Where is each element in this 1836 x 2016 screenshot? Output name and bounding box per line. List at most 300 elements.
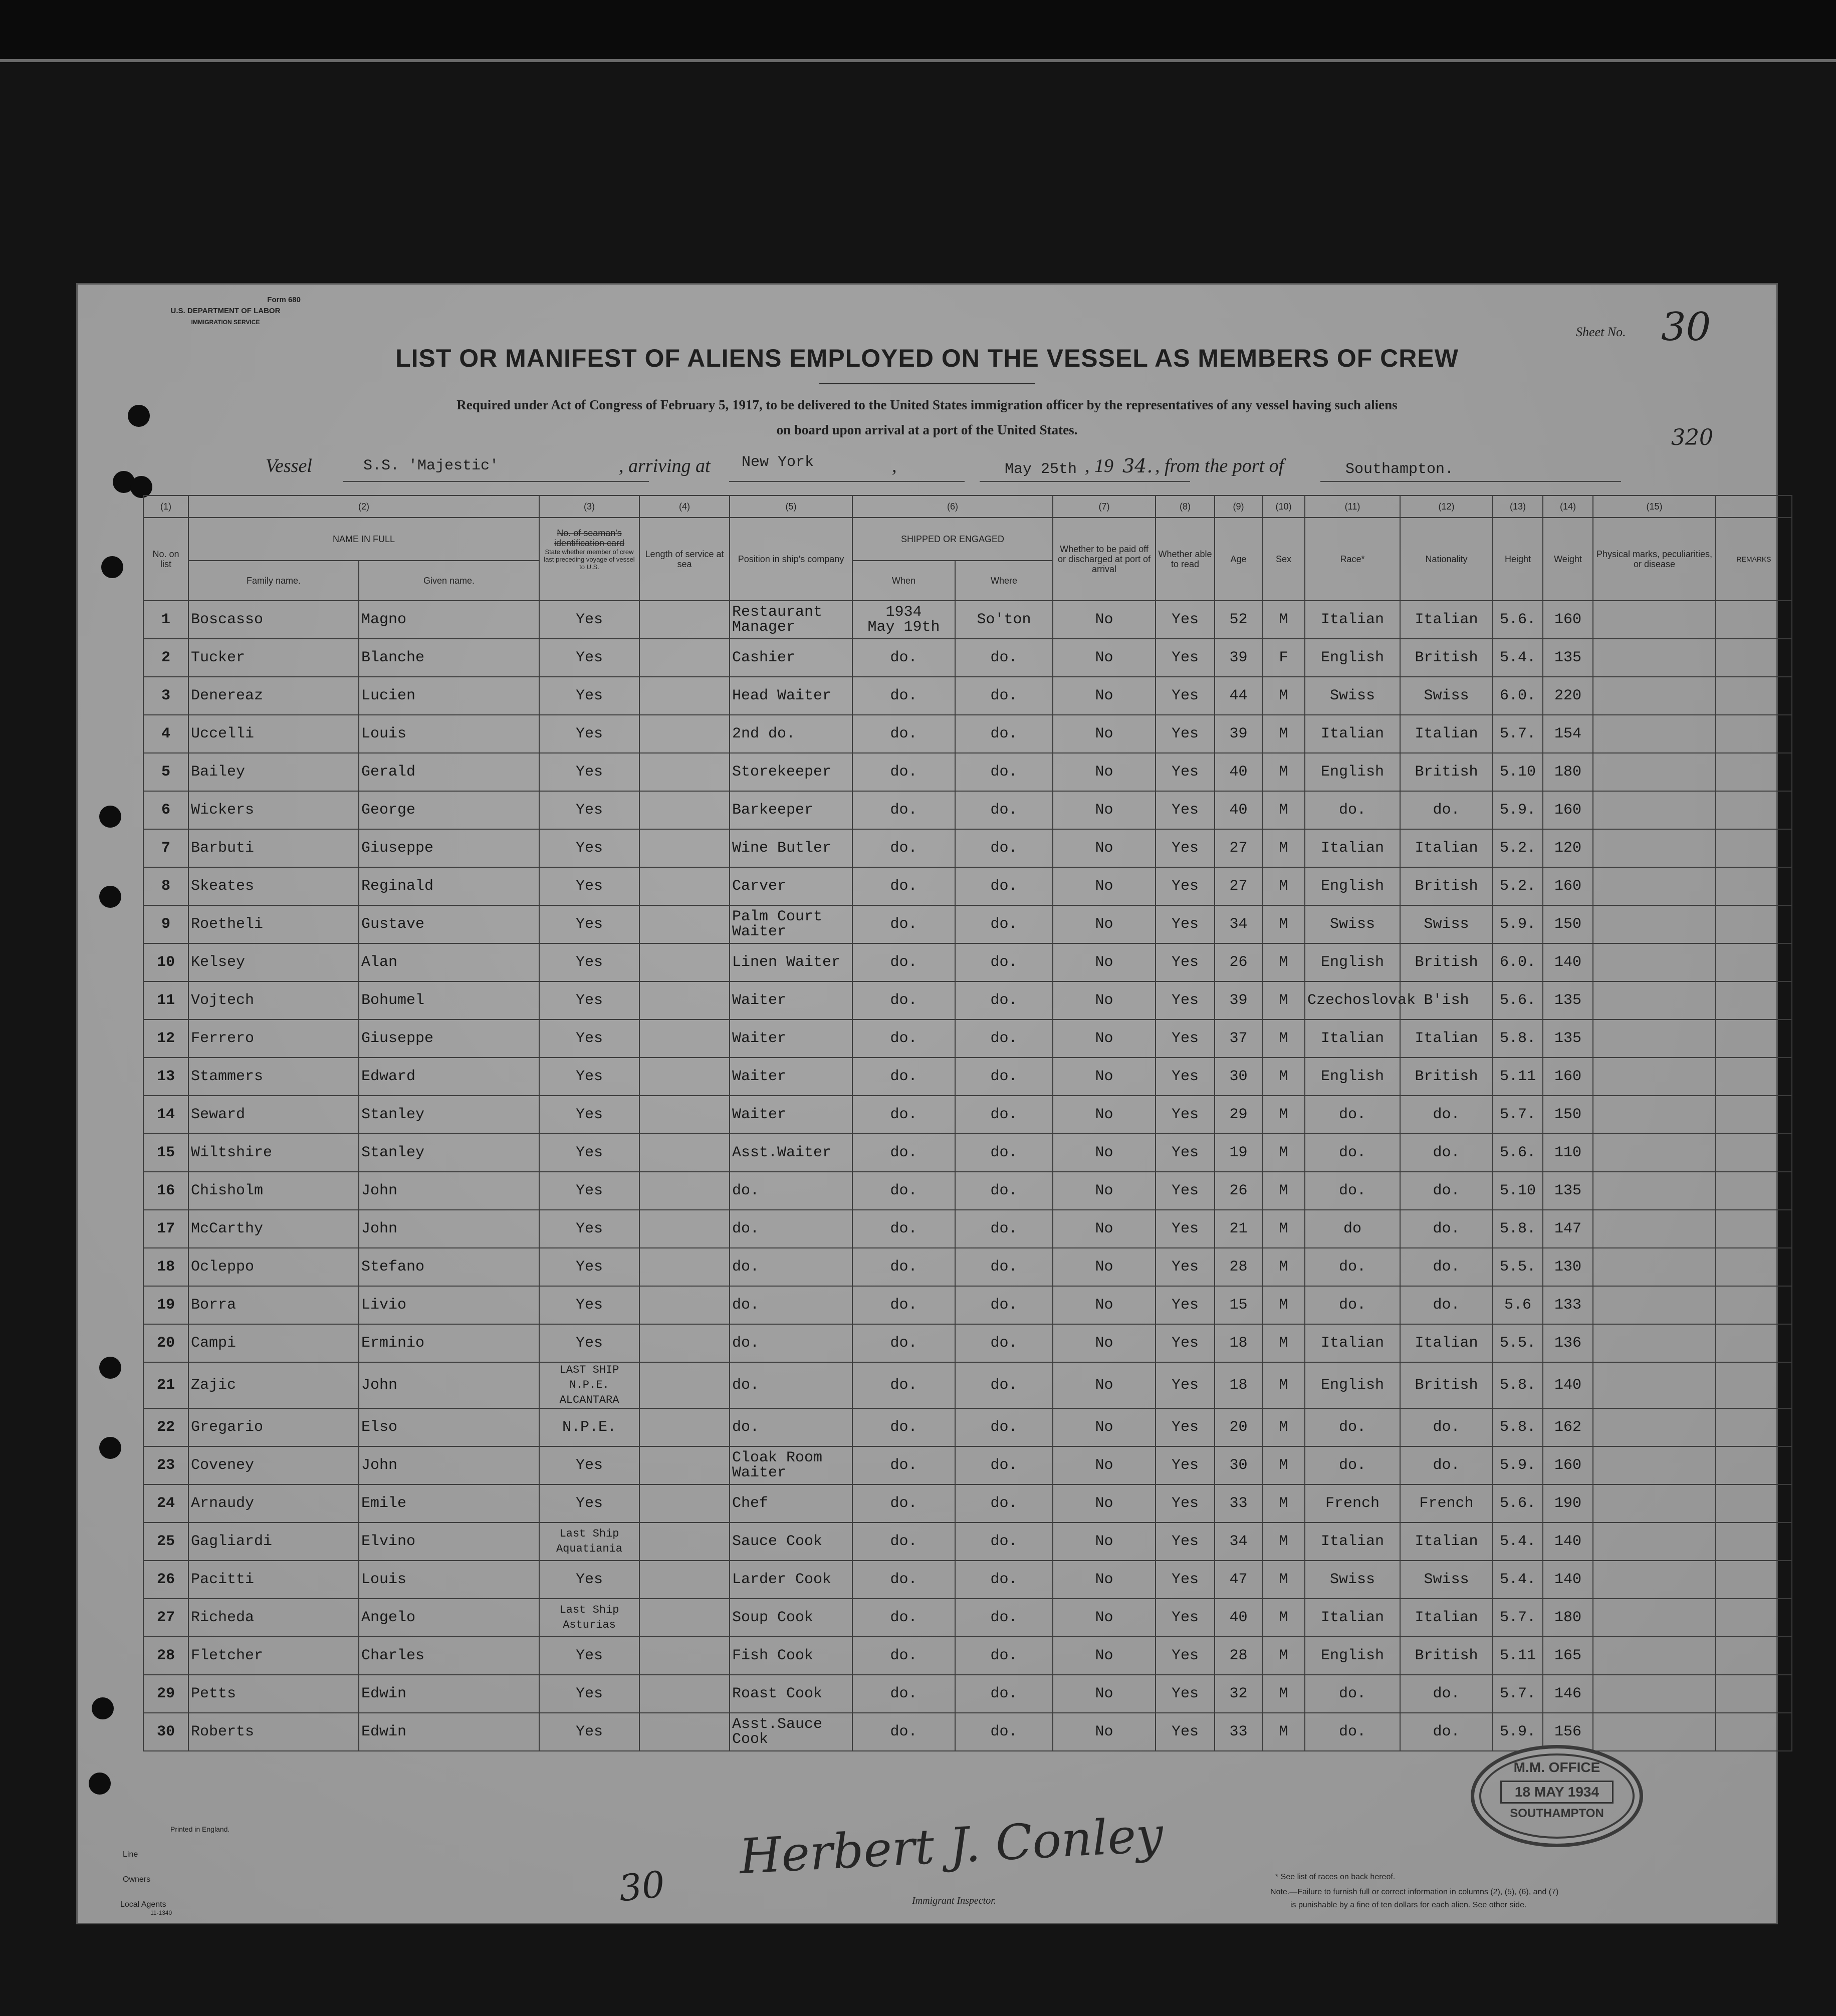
physical-marks	[1593, 867, 1716, 905]
nationality: Swiss	[1400, 677, 1493, 715]
shipped-when	[852, 1248, 955, 1286]
shipped-when	[852, 753, 955, 791]
length-of-service	[639, 1058, 730, 1096]
sex: M	[1262, 1484, 1305, 1523]
sex: M	[1262, 1561, 1305, 1599]
remarks	[1716, 1020, 1792, 1058]
sex: M	[1262, 1713, 1305, 1751]
sex: F	[1262, 639, 1305, 677]
header-family-name: Family name.	[188, 561, 359, 601]
weight: 135	[1543, 639, 1593, 677]
inspector-label: Immigrant Inspector.	[912, 1895, 996, 1906]
remarks	[1716, 1637, 1792, 1675]
shipped-when-line-1: do.	[890, 1647, 917, 1664]
punch-hole	[99, 1357, 121, 1379]
shipped-where: So'ton	[955, 601, 1053, 639]
race: English	[1305, 639, 1400, 677]
nationality: British	[1400, 1637, 1493, 1675]
age: 15	[1215, 1286, 1262, 1324]
sex: M	[1262, 1020, 1305, 1058]
shipped-when	[852, 1561, 955, 1599]
shipped-when-line-1: do.	[890, 764, 917, 781]
length-of-service	[639, 1362, 730, 1408]
shipped-when	[852, 1324, 955, 1362]
age: 26	[1215, 1172, 1262, 1210]
position-line-1: Barkeeper	[732, 802, 814, 819]
card-status: Yes	[539, 791, 639, 829]
shipped-when	[852, 601, 955, 639]
family-name: Bailey	[188, 753, 359, 791]
position-line-1: Fish Cook	[732, 1647, 814, 1664]
weight: 156	[1543, 1713, 1593, 1751]
position	[730, 1408, 852, 1446]
header-no-on-list: No. on list	[143, 518, 188, 601]
family-name: Wiltshire	[188, 1134, 359, 1172]
position-line-1: Soup Cook	[732, 1609, 814, 1626]
header-nationality: Nationality	[1400, 518, 1493, 601]
height: 5.9.	[1493, 1713, 1543, 1751]
physical-marks	[1593, 791, 1716, 829]
paid-off: No	[1053, 753, 1156, 791]
weight: 180	[1543, 1599, 1593, 1637]
physical-marks	[1593, 981, 1716, 1020]
sex: M	[1262, 1172, 1305, 1210]
race: Italian	[1305, 1599, 1400, 1637]
weight: 150	[1543, 905, 1593, 943]
header-race: Race*	[1305, 518, 1400, 601]
able-to-read: Yes	[1156, 1675, 1215, 1713]
card-status: Yes	[539, 677, 639, 715]
length-of-service	[639, 905, 730, 943]
row-number: 12	[143, 1020, 188, 1058]
crew-manifest-table	[143, 495, 1792, 1751]
position	[730, 1020, 852, 1058]
position-line-1: Restaurant	[732, 604, 823, 621]
col-num: (2)	[188, 495, 539, 518]
given-name: Stanley	[359, 1096, 539, 1134]
length-of-service	[639, 677, 730, 715]
sheet-number: 30	[1661, 305, 1711, 350]
age: 40	[1215, 753, 1262, 791]
position	[730, 1446, 852, 1484]
departure-port: Southampton.	[1345, 461, 1454, 478]
family-name: McCarthy	[188, 1210, 359, 1248]
position-line-1: Carver	[732, 878, 787, 895]
able-to-read: Yes	[1156, 1248, 1215, 1286]
position-line-1: do.	[732, 1419, 760, 1436]
position	[730, 1248, 852, 1286]
shipped-when	[852, 1523, 955, 1561]
shipped-when-line-1: do.	[890, 1144, 917, 1161]
card-status: Yes	[539, 1020, 639, 1058]
shipped-where: do.	[955, 1523, 1053, 1561]
able-to-read: Yes	[1156, 1324, 1215, 1362]
length-of-service	[639, 1172, 730, 1210]
able-to-read: Yes	[1156, 943, 1215, 981]
paid-off: No	[1053, 829, 1156, 867]
paid-off: No	[1053, 981, 1156, 1020]
weight: 140	[1543, 1523, 1593, 1561]
punch-hole	[99, 886, 121, 908]
able-to-read: Yes	[1156, 639, 1215, 677]
nationality: British	[1400, 753, 1493, 791]
weight: 136	[1543, 1324, 1593, 1362]
card-status: Last Ship Asturias	[539, 1599, 639, 1637]
shipped-when	[852, 1362, 955, 1408]
able-to-read: Yes	[1156, 791, 1215, 829]
length-of-service	[639, 791, 730, 829]
crew-row	[143, 1675, 1792, 1713]
mm-office-stamp	[1471, 1745, 1643, 1847]
sex: M	[1262, 1362, 1305, 1408]
card-status: Yes	[539, 1172, 639, 1210]
given-name: Lucien	[359, 677, 539, 715]
age: 26	[1215, 943, 1262, 981]
race: English	[1305, 753, 1400, 791]
card-status: Yes	[539, 1675, 639, 1713]
length-of-service	[639, 943, 730, 981]
service-name: IMMIGRATION SERVICE	[191, 319, 260, 326]
col-num: (9)	[1215, 495, 1262, 518]
crew-row	[143, 1172, 1792, 1210]
able-to-read: Yes	[1156, 1286, 1215, 1324]
position-line-1: Cashier	[732, 649, 796, 666]
position-line-1: 2nd do.	[732, 725, 796, 742]
weight: 160	[1543, 1058, 1593, 1096]
row-number: 15	[143, 1134, 188, 1172]
able-to-read: Yes	[1156, 867, 1215, 905]
header-height: Height	[1493, 518, 1543, 601]
age: 29	[1215, 1096, 1262, 1134]
paid-off: No	[1053, 1561, 1156, 1599]
sex: M	[1262, 1134, 1305, 1172]
shipped-when-line-1: do.	[890, 1030, 917, 1047]
position	[730, 715, 852, 753]
length-of-service	[639, 1096, 730, 1134]
crew-row	[143, 905, 1792, 943]
sex: M	[1262, 1446, 1305, 1484]
film-border	[0, 0, 1836, 62]
row-number: 23	[143, 1446, 188, 1484]
position-line-1: Cloak Room	[732, 1449, 823, 1466]
position	[730, 1210, 852, 1248]
shipped-where: do.	[955, 1446, 1053, 1484]
length-of-service	[639, 1446, 730, 1484]
shipped-when-line-1: do.	[890, 1723, 917, 1740]
race: do.	[1305, 1134, 1400, 1172]
arrival-port: New York	[742, 454, 814, 471]
weight: 220	[1543, 677, 1593, 715]
able-to-read: Yes	[1156, 1020, 1215, 1058]
card-status: Yes	[539, 753, 639, 791]
position	[730, 1484, 852, 1523]
height: 5.5.	[1493, 1248, 1543, 1286]
height: 5.8.	[1493, 1362, 1543, 1408]
physical-marks	[1593, 639, 1716, 677]
length-of-service	[639, 1408, 730, 1446]
from-label: , from the port of	[1155, 455, 1284, 476]
col-num: (3)	[539, 495, 639, 518]
physical-marks	[1593, 1172, 1716, 1210]
physical-marks	[1593, 1484, 1716, 1523]
age: 21	[1215, 1210, 1262, 1248]
crew-row	[143, 867, 1792, 905]
crew-row	[143, 791, 1792, 829]
position	[730, 1637, 852, 1675]
card-status: Yes	[539, 943, 639, 981]
shipped-when	[852, 1096, 955, 1134]
nationality: British	[1400, 943, 1493, 981]
stamp-bottom-text: SOUTHAMPTON	[1510, 1807, 1604, 1820]
shipped-when	[852, 867, 955, 905]
manifest-sheet	[78, 285, 1776, 1923]
family-name: Coveney	[188, 1446, 359, 1484]
row-number: 18	[143, 1248, 188, 1286]
weight: 190	[1543, 1484, 1593, 1523]
position-line-2: Waiter	[732, 923, 787, 940]
card-status: Yes	[539, 1210, 639, 1248]
card-status: Yes	[539, 715, 639, 753]
paid-off: No	[1053, 1134, 1156, 1172]
title-rule	[819, 383, 1035, 384]
header-name-in-full: NAME IN FULL	[188, 518, 539, 561]
shipped-where: do.	[955, 1058, 1053, 1096]
shipped-where: do.	[955, 639, 1053, 677]
corner-number: 320	[1671, 425, 1713, 450]
position	[730, 1324, 852, 1362]
shipped-where: do.	[955, 1210, 1053, 1248]
column-number-row	[143, 495, 1792, 518]
shipped-when-line-1: do.	[890, 1495, 917, 1512]
shipped-when	[852, 981, 955, 1020]
height: 5.4.	[1493, 1523, 1543, 1561]
row-number: 3	[143, 677, 188, 715]
row-number: 21	[143, 1362, 188, 1408]
race: Swiss	[1305, 905, 1400, 943]
remarks	[1716, 1713, 1792, 1751]
race: do	[1305, 1210, 1400, 1248]
height: 5.2.	[1493, 829, 1543, 867]
card-status: N.P.E.	[539, 1408, 639, 1446]
height: 5.10	[1493, 1172, 1543, 1210]
weight: 160	[1543, 867, 1593, 905]
punch-hole	[101, 556, 123, 578]
position	[730, 1675, 852, 1713]
remarks	[1716, 1523, 1792, 1561]
crew-row	[143, 1637, 1792, 1675]
length-of-service	[639, 715, 730, 753]
age: 39	[1215, 715, 1262, 753]
card-status: Yes	[539, 1637, 639, 1675]
physical-marks	[1593, 1675, 1716, 1713]
paid-off: No	[1053, 943, 1156, 981]
card-status: Yes	[539, 1561, 639, 1599]
shipped-where: do.	[955, 1637, 1053, 1675]
col-num: (4)	[639, 495, 730, 518]
nationality: Italian	[1400, 601, 1493, 639]
sex: M	[1262, 715, 1305, 753]
given-name: John	[359, 1446, 539, 1484]
remarks	[1716, 1561, 1792, 1599]
shipped-when-line-1: 1934	[885, 604, 922, 621]
sheet-label: Sheet No.	[1576, 325, 1626, 339]
position-line-1: do.	[732, 1297, 760, 1314]
given-name: John	[359, 1172, 539, 1210]
vessel-label: Vessel	[266, 455, 312, 476]
crew-row	[143, 1523, 1792, 1561]
arrival-date: May 25th	[1005, 461, 1077, 478]
shipped-when	[852, 1599, 955, 1637]
sex: M	[1262, 1248, 1305, 1286]
able-to-read: Yes	[1156, 1561, 1215, 1599]
weight: 147	[1543, 1210, 1593, 1248]
crew-row	[143, 753, 1792, 791]
height: 6.0.	[1493, 677, 1543, 715]
position	[730, 943, 852, 981]
shipped-when-line-1: do.	[890, 802, 917, 819]
race: Italian	[1305, 829, 1400, 867]
position-line-1: do.	[732, 1258, 760, 1276]
paid-off: No	[1053, 1675, 1156, 1713]
nationality: do.	[1400, 1286, 1493, 1324]
length-of-service	[639, 639, 730, 677]
age: 40	[1215, 1599, 1262, 1637]
shipped-where: do.	[955, 677, 1053, 715]
family-name: Denereaz	[188, 677, 359, 715]
shipped-when	[852, 715, 955, 753]
shipped-where: do.	[955, 1324, 1053, 1362]
footer-line-label: Line	[123, 1850, 138, 1859]
remarks	[1716, 1248, 1792, 1286]
crew-rows	[143, 601, 1792, 1751]
crew-row	[143, 1020, 1792, 1058]
weight: 180	[1543, 753, 1593, 791]
paid-off: No	[1053, 1020, 1156, 1058]
crew-row	[143, 829, 1792, 867]
length-of-service	[639, 1713, 730, 1751]
able-to-read: Yes	[1156, 1446, 1215, 1484]
length-of-service	[639, 1637, 730, 1675]
height: 5.7.	[1493, 1599, 1543, 1637]
position-line-1: Asst.Sauce	[732, 1716, 823, 1733]
weight: 135	[1543, 1172, 1593, 1210]
given-name: Charles	[359, 1637, 539, 1675]
card-status: Yes	[539, 829, 639, 867]
given-name: Elvino	[359, 1523, 539, 1561]
printed-in: Printed in England.	[170, 1825, 230, 1833]
shipped-when-line-2: May 19th	[867, 619, 940, 636]
crew-row	[143, 1134, 1792, 1172]
physical-marks	[1593, 753, 1716, 791]
paid-off: No	[1053, 1248, 1156, 1286]
year-label: , 19	[1085, 455, 1113, 476]
remarks	[1716, 981, 1792, 1020]
note-line-1: Note.—Failure to furnish full or correct information in columns (2), (5), (6), and (7)	[1270, 1888, 1559, 1896]
given-name: Elso	[359, 1408, 539, 1446]
remarks	[1716, 791, 1792, 829]
age: 27	[1215, 829, 1262, 867]
position-line-1: do.	[732, 1377, 760, 1394]
crew-row	[143, 1561, 1792, 1599]
able-to-read: Yes	[1156, 905, 1215, 943]
position-line-1: Chef	[732, 1495, 769, 1512]
length-of-service	[639, 981, 730, 1020]
age: 47	[1215, 1561, 1262, 1599]
shipped-when	[852, 1210, 955, 1248]
able-to-read: Yes	[1156, 1362, 1215, 1408]
card-status: Yes	[539, 1713, 639, 1751]
position-line-1: Head Waiter	[732, 687, 832, 704]
card-status: Yes	[539, 1248, 639, 1286]
crew-row	[143, 715, 1792, 753]
position	[730, 753, 852, 791]
family-name: Pacitti	[188, 1561, 359, 1599]
length-of-service	[639, 1599, 730, 1637]
remarks	[1716, 1096, 1792, 1134]
length-of-service	[639, 829, 730, 867]
sex: M	[1262, 1523, 1305, 1561]
age: 30	[1215, 1446, 1262, 1484]
shipped-when	[852, 791, 955, 829]
physical-marks	[1593, 1020, 1716, 1058]
able-to-read: Yes	[1156, 715, 1215, 753]
physical-marks	[1593, 1058, 1716, 1096]
race: do.	[1305, 1713, 1400, 1751]
shipped-where: do.	[955, 1713, 1053, 1751]
shipped-when-line-1: do.	[890, 992, 917, 1009]
row-number: 8	[143, 867, 188, 905]
nationality: Swiss	[1400, 1561, 1493, 1599]
physical-marks	[1593, 601, 1716, 639]
position-line-1: do.	[732, 1335, 760, 1352]
row-number: 25	[143, 1523, 188, 1561]
family-name: Zajic	[188, 1362, 359, 1408]
family-name: Arnaudy	[188, 1484, 359, 1523]
weight: 135	[1543, 981, 1593, 1020]
able-to-read: Yes	[1156, 1713, 1215, 1751]
age: 37	[1215, 1020, 1262, 1058]
given-name: Edwin	[359, 1675, 539, 1713]
position	[730, 601, 852, 639]
position	[730, 677, 852, 715]
remarks	[1716, 829, 1792, 867]
nationality: do.	[1400, 1675, 1493, 1713]
shipped-where: do.	[955, 1675, 1053, 1713]
card-status: Yes	[539, 639, 639, 677]
shipped-where: do.	[955, 791, 1053, 829]
sex: M	[1262, 1286, 1305, 1324]
row-number: 14	[143, 1096, 188, 1134]
remarks	[1716, 905, 1792, 943]
col-num: (15)	[1593, 495, 1716, 518]
given-name: Louis	[359, 1561, 539, 1599]
age: 40	[1215, 791, 1262, 829]
given-name: George	[359, 791, 539, 829]
form-number: Form 680	[267, 296, 301, 304]
shipped-where: do.	[955, 1599, 1053, 1637]
race: English	[1305, 1637, 1400, 1675]
shipped-where: do.	[955, 1362, 1053, 1408]
crew-row	[143, 1599, 1792, 1637]
family-name: Wickers	[188, 791, 359, 829]
shipped-where: do.	[955, 981, 1053, 1020]
remarks	[1716, 1210, 1792, 1248]
able-to-read: Yes	[1156, 1408, 1215, 1446]
given-name: Giuseppe	[359, 829, 539, 867]
crew-row	[143, 1058, 1792, 1096]
row-number: 22	[143, 1408, 188, 1446]
position	[730, 1096, 852, 1134]
